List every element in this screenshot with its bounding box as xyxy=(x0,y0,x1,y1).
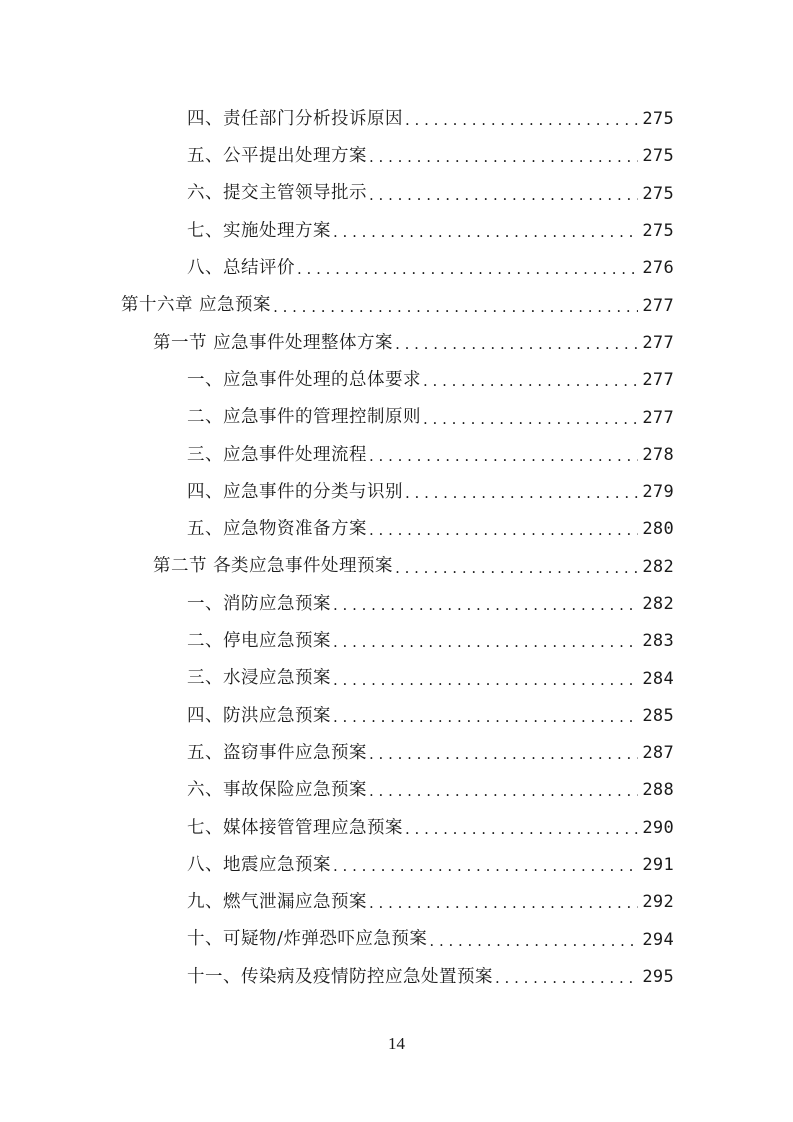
toc-entry[interactable] xyxy=(0,772,793,809)
toc-entry-title: 八、地震应急预案 xyxy=(187,854,331,875)
toc-dot-leader xyxy=(333,598,638,613)
toc-dot-leader xyxy=(333,635,638,650)
table-of-contents xyxy=(0,101,793,996)
toc-dot-leader xyxy=(429,934,638,949)
toc-dot-leader xyxy=(423,412,638,427)
toc-entry-title: 七、实施处理方案 xyxy=(187,220,331,241)
toc-entry-page: 292 xyxy=(642,892,674,913)
toc-entry-page: 277 xyxy=(642,295,674,316)
toc-entry-page: 276 xyxy=(642,258,674,279)
toc-entry-page: 275 xyxy=(642,146,674,167)
toc-entry-page: 278 xyxy=(642,444,674,465)
toc-entry-title: 二、停电应急预案 xyxy=(187,631,331,652)
toc-entry[interactable] xyxy=(0,213,793,250)
toc-dot-leader xyxy=(495,971,638,986)
toc-entry-title: 一、应急事件处理的总体要求 xyxy=(187,369,421,390)
toc-entry-title: 第二节 各类应急事件处理预案 xyxy=(153,556,394,577)
toc-dot-leader xyxy=(333,859,638,874)
toc-dot-leader xyxy=(333,710,638,725)
toc-entry[interactable] xyxy=(0,399,793,436)
toc-entry[interactable] xyxy=(0,586,793,623)
toc-entry-page: 295 xyxy=(642,966,674,987)
toc-dot-leader xyxy=(395,337,638,352)
toc-entry-page: 280 xyxy=(642,519,674,540)
toc-entry-page: 277 xyxy=(642,332,674,353)
toc-entry-title: 四、责任部门分析投诉原因 xyxy=(187,108,403,129)
page-number: 14 xyxy=(388,1034,405,1053)
toc-dot-leader xyxy=(369,150,638,165)
toc-entry-page: 287 xyxy=(642,743,674,764)
toc-entry-title: 五、应急物资准备方案 xyxy=(187,519,367,540)
toc-entry[interactable] xyxy=(0,250,793,287)
toc-entry-title: 三、应急事件处理流程 xyxy=(187,444,367,465)
toc-entry-page: 291 xyxy=(642,855,674,876)
toc-entry-title: 四、应急事件的分类与识别 xyxy=(187,481,403,502)
toc-entry-title: 六、提交主管领导批示 xyxy=(187,183,367,204)
toc-dot-leader xyxy=(369,523,638,538)
toc-dot-leader xyxy=(369,784,638,799)
toc-entry-title: 一、消防应急预案 xyxy=(187,593,331,614)
toc-entry-title: 第一节 应急事件处理整体方案 xyxy=(153,332,394,353)
toc-entry-title: 九、燃气泄漏应急预案 xyxy=(187,892,367,913)
toc-entry-title: 七、媒体接管管理应急预案 xyxy=(187,817,403,838)
toc-entry[interactable] xyxy=(0,138,793,175)
toc-entry[interactable] xyxy=(0,549,793,586)
toc-dot-leader xyxy=(405,822,638,837)
toc-entry-title: 十、可疑物/炸弹恐吓应急预案 xyxy=(187,929,428,950)
toc-entry[interactable] xyxy=(0,325,793,362)
toc-dot-leader xyxy=(297,262,638,277)
toc-entry[interactable] xyxy=(0,437,793,474)
toc-entry-page: 283 xyxy=(642,631,674,652)
toc-dot-leader xyxy=(369,188,638,203)
toc-entry-page: 279 xyxy=(642,482,674,503)
toc-entry[interactable] xyxy=(0,474,793,511)
toc-entry-page: 288 xyxy=(642,780,674,801)
toc-entry-title: 二、应急事件的管理控制原则 xyxy=(187,407,421,428)
toc-entry[interactable] xyxy=(0,362,793,399)
toc-entry-page: 277 xyxy=(642,370,674,391)
toc-entry-page: 275 xyxy=(642,183,674,204)
toc-dot-leader xyxy=(369,896,638,911)
toc-entry-title: 第十六章 应急预案 xyxy=(121,295,272,316)
toc-entry[interactable] xyxy=(0,810,793,847)
toc-dot-leader xyxy=(395,561,638,576)
toc-dot-leader xyxy=(333,225,638,240)
toc-entry-title: 五、盗窃事件应急预案 xyxy=(187,742,367,763)
toc-entry[interactable] xyxy=(0,287,793,324)
toc-entry[interactable] xyxy=(0,511,793,548)
toc-dot-leader xyxy=(273,300,638,315)
toc-entry-page: 275 xyxy=(642,109,674,130)
toc-dot-leader xyxy=(369,747,638,762)
toc-entry-title: 六、事故保险应急预案 xyxy=(187,780,367,801)
toc-dot-leader xyxy=(423,374,638,389)
toc-entry[interactable] xyxy=(0,176,793,213)
toc-entry[interactable] xyxy=(0,847,793,884)
toc-entry-title: 十一、传染病及疫情防控应急处置预案 xyxy=(187,966,493,987)
toc-dot-leader xyxy=(405,486,638,501)
toc-entry-title: 三、水浸应急预案 xyxy=(187,668,331,689)
toc-entry-title: 四、防洪应急预案 xyxy=(187,705,331,726)
toc-dot-leader xyxy=(333,673,638,688)
toc-entry-title: 八、总结评价 xyxy=(187,258,295,279)
toc-entry[interactable] xyxy=(0,884,793,921)
toc-entry[interactable] xyxy=(0,698,793,735)
toc-entry[interactable] xyxy=(0,660,793,697)
toc-entry-title: 五、公平提出处理方案 xyxy=(187,146,367,167)
toc-entry-page: 285 xyxy=(642,705,674,726)
toc-entry[interactable] xyxy=(0,101,793,138)
toc-entry[interactable] xyxy=(0,735,793,772)
toc-dot-leader xyxy=(405,113,638,128)
toc-entry-page: 282 xyxy=(642,556,674,577)
toc-entry-page: 282 xyxy=(642,594,674,614)
toc-dot-leader xyxy=(369,449,638,464)
toc-entry[interactable] xyxy=(0,922,793,959)
toc-entry[interactable] xyxy=(0,623,793,660)
toc-entry-page: 290 xyxy=(642,817,674,838)
toc-entry-page: 277 xyxy=(642,407,674,428)
toc-entry-page: 294 xyxy=(642,929,674,950)
toc-entry[interactable] xyxy=(0,959,793,996)
toc-entry-page: 284 xyxy=(642,668,674,689)
toc-entry-page: 275 xyxy=(642,221,674,242)
